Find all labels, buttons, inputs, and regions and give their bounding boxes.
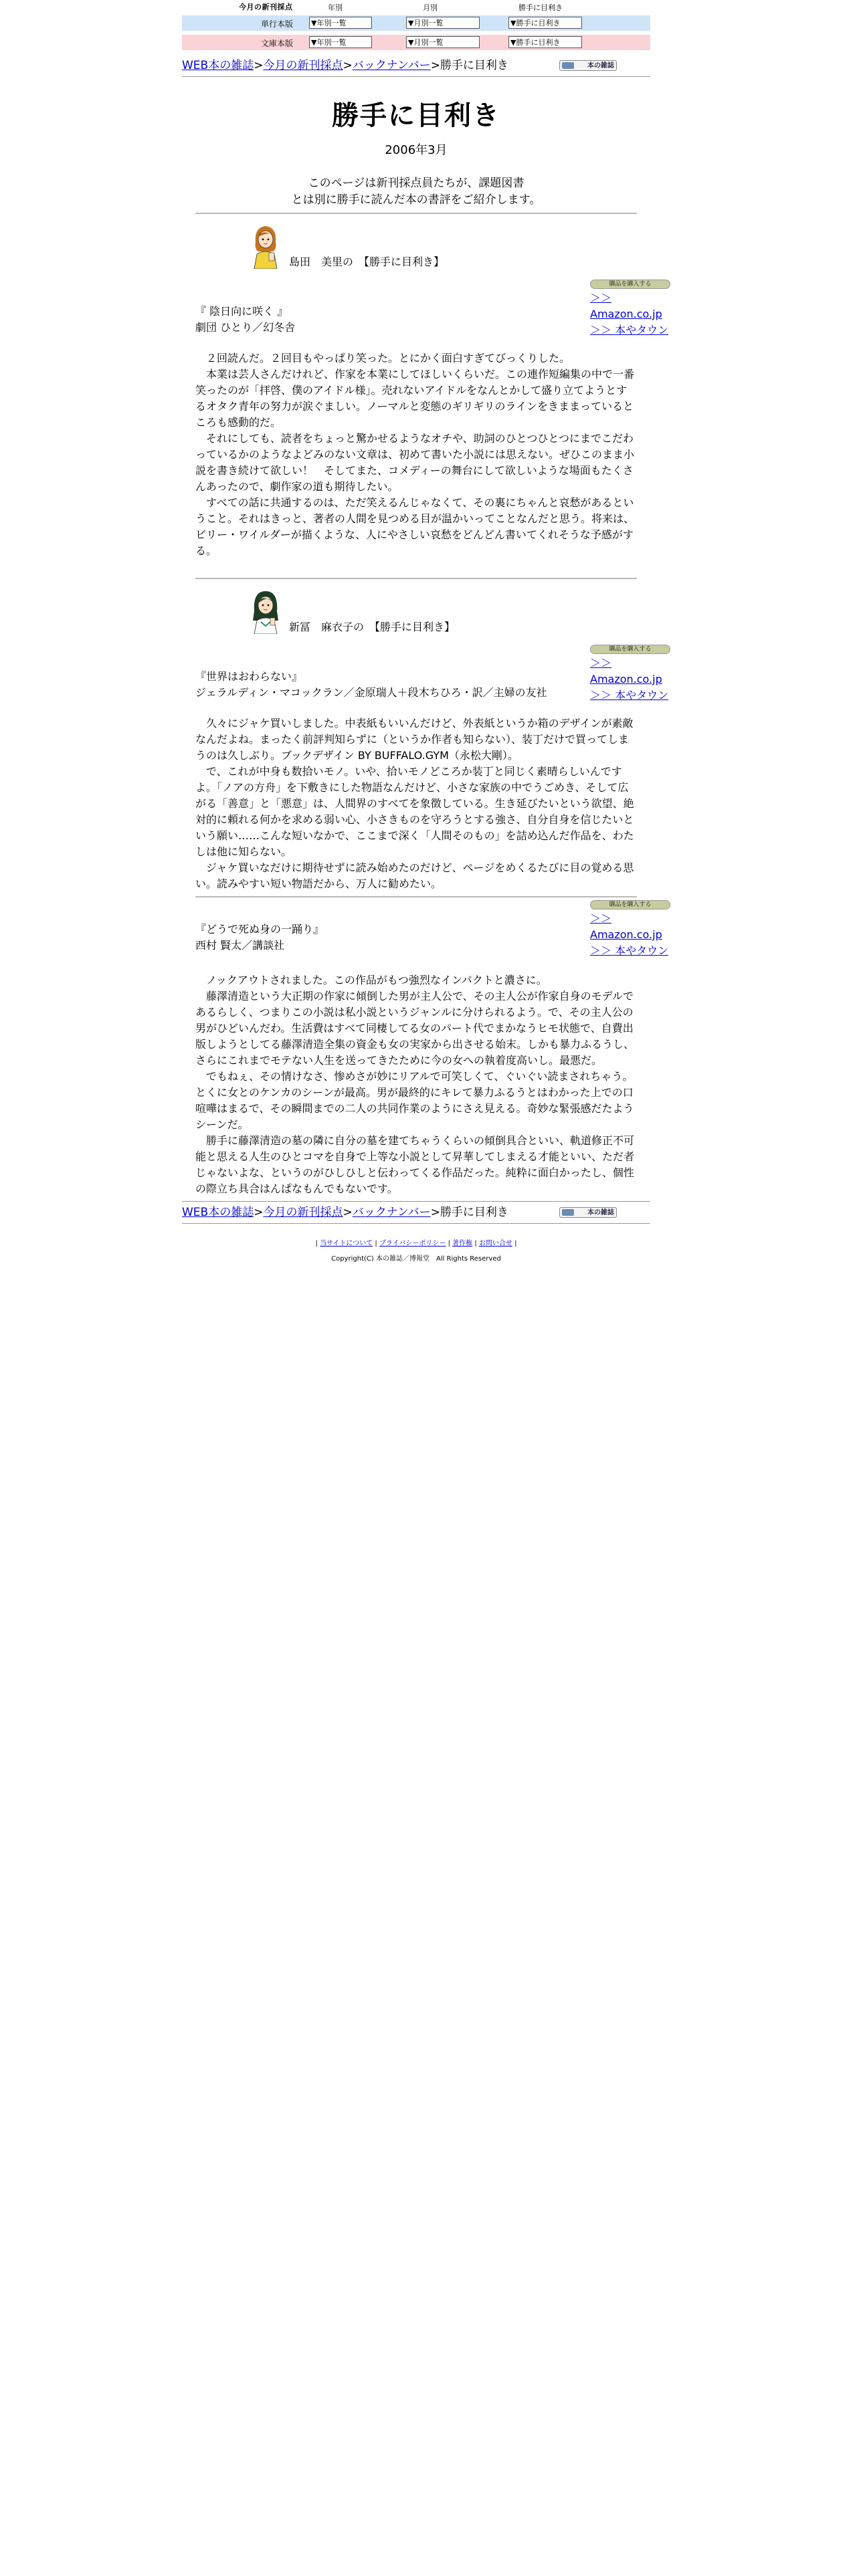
- review-paragraph: で、これが中身も数拾いモノ。いや、拾いモノどころか装丁と同じく素晴らしいんですよ。「ノアの方舟」を下敷きにした物語なんだけど、小さな家族の中でうごめき、そして広がる「善意」と「悪意」は、人間界のすべてを象徴している。生き延びたいという欲望、絶対的に頼れる何かを求める弱い心、小さきものを守ろうとする強さ、自分自身を信じたいという願い……こんな短いなかで、ここまで深く「人間そのもの」を詰め込んだ作品を、わたしは他に知らない。: [195, 765, 634, 858]
- amazon-link[interactable]: ＞＞ Amazon.co.jp: [590, 912, 662, 941]
- book-entry: [195, 276, 669, 350]
- buy-links: [590, 900, 670, 959]
- honya-town-link[interactable]: ＞＞ 本やタウン: [590, 944, 669, 957]
- reviewer-avatar-icon: [249, 587, 282, 634]
- breadcrumb-link-web[interactable]: WEB本の雑誌: [182, 59, 254, 72]
- book-author: 西村 賢太／講談社: [195, 939, 285, 952]
- reviewer-name: 新冨 麻衣子の 【勝手に目利き】: [289, 621, 456, 633]
- buy-button[interactable]: 購品を購入する: [590, 900, 670, 909]
- book-author: ジェラルディン・マコックラン／金原瑞人＋段木ちひろ・訳／主婦の友社: [195, 686, 547, 699]
- page-title: 勝手に目利き: [332, 100, 500, 131]
- book-author: 劇団 ひとり／幻冬舎: [195, 321, 296, 334]
- column-header-year: 年別: [328, 3, 343, 12]
- nav-row-label: 文庫本版: [261, 39, 294, 48]
- breadcrumb-separator: >: [254, 1206, 264, 1219]
- breadcrumb-separator: >: [430, 59, 440, 72]
- review-text: [195, 716, 637, 892]
- breadcrumb-current: 勝手に目利き: [440, 59, 508, 72]
- intro-line: とは別に勝手に読んだ本の書評をご紹介します。: [291, 193, 541, 207]
- badge-label: 本の雑誌: [587, 1209, 614, 1216]
- footer-link-copyright[interactable]: 著作権: [452, 1240, 473, 1247]
- month-select[interactable]: ▼月別一覧: [406, 36, 480, 48]
- footer-links: | 当サイトについて | プライバシーポリシー | 著作権 | お問い合せ |: [315, 1240, 517, 1247]
- year-select[interactable]: ▼年別一覧: [309, 36, 372, 48]
- nav-row-label: 単行本版: [261, 19, 294, 29]
- breadcrumb-current: 勝手に目利き: [440, 1206, 508, 1219]
- honya-town-link[interactable]: ＞＞ 本やタウン: [590, 689, 669, 702]
- review-paragraph: それにしても、読者をちょっと驚かせるようなオチや、助詞のひとつひとつにまでこだわっているかのようなよどみのない文章は、初めて書いた小説には思えない。ぜひこのまま小説を書き続けて欲しい！ そしてまた、コメディーの舞台にして欲しいような場面もたくさんあったので、劇作家の道も期待したい。: [195, 432, 635, 493]
- breadcrumb-separator: >: [343, 59, 353, 72]
- book-title: 『世界はおわらない』: [195, 670, 303, 683]
- month-select[interactable]: ▼月別一覧: [406, 17, 480, 29]
- mekiki-select[interactable]: ▼勝手に目利き: [508, 17, 582, 29]
- breadcrumb-link-shinkan[interactable]: 今月の新刊採点: [263, 1206, 343, 1219]
- breadcrumb-separator: >: [430, 1206, 440, 1219]
- review-paragraph: でもねぇ、その情けなさ、惨めさが妙にリアルで可笑しくて、ぐいぐい読まされちゃう。とくに女とのケンカのシーンが最高。男が最終的にキレて暴力ふるうとはわかった上での口喧嘩はまるで、その瞬間までの二人の共同作業のようにさえ見える。奇妙な緊張感だたようシーンだ。: [195, 1070, 634, 1131]
- book-info: [195, 922, 324, 954]
- amazon-link[interactable]: ＞＞ Amazon.co.jp: [590, 657, 662, 685]
- review-paragraph: 本業は芸人さんだけれど、作家を本業にしてほしいくらいだ。この連作短編集の中で一番笑ったのが「拝啓、僕のアイドル様」。売れないアイドルをなんとかして盛り立てようとするオタク青年の努力が涙ぐましい。ノーマルと変態のギリギリのラインをきままっているところも感動的だ。: [195, 368, 635, 429]
- breadcrumb: [182, 58, 650, 74]
- book-entry: [195, 897, 669, 972]
- year-select[interactable]: ▼年別一覧: [309, 17, 372, 29]
- badge-logo-icon: [562, 1209, 574, 1216]
- breadcrumb-separator: >: [254, 59, 264, 72]
- nav-row-bunkobon: [182, 35, 650, 50]
- hon-no-zasshi-badge[interactable]: [559, 1207, 617, 1218]
- honya-town-link[interactable]: ＞＞ 本やタウン: [590, 324, 669, 336]
- reviewer-name: 島田 美里の 【勝手に目利き】: [289, 255, 445, 268]
- footer-link-privacy[interactable]: プライバシーポリシー: [379, 1240, 446, 1247]
- footer-breadcrumb: [182, 1204, 650, 1220]
- review-paragraph: ２回読んだ。２回目もやっぱり笑った。とにかく面白すぎてびっくりした。: [206, 352, 571, 364]
- mekiki-select[interactable]: ▼勝手に目利き: [508, 36, 582, 48]
- header-divider: [182, 76, 650, 77]
- book-info: [195, 669, 547, 701]
- breadcrumb-link-backnumber[interactable]: バックナンバー: [352, 59, 431, 72]
- site-logo[interactable]: 今月の新刊採点: [239, 3, 293, 11]
- column-header-month: 月別: [423, 3, 438, 12]
- nav-row-tankoubon: [182, 15, 650, 31]
- breadcrumb-link-shinkan[interactable]: 今月の新刊採点: [263, 59, 343, 72]
- badge-logo-icon: [562, 62, 574, 69]
- breadcrumb-link-backnumber[interactable]: バックナンバー: [352, 1206, 431, 1219]
- footer-divider: [182, 1201, 650, 1202]
- review-paragraph: 藤澤清造という大正期の作家に傾倒した男が主人公で、その主人公が作家自身のモデルであるらしく、つまりこの小説は私小説というジャンルに分けられるよう。で、その主人公の男がひどいんだわ。生活費はすべて同棲してる女のパート代でまかなうヒモ状態で、自費出版しようとしてる藤澤清造全集の資金も女の実家から出させる始末。しかも暴力ふるうし、さらにこれまでモテない人生を送ってきたために今の女への執着度高いし。最悪だ。: [195, 990, 635, 1067]
- buy-links: [590, 280, 670, 338]
- breadcrumb-link-web[interactable]: WEB本の雑誌: [182, 1206, 254, 1219]
- buy-links: [590, 645, 670, 704]
- review-paragraph: すべての話に共通するのは、ただ笑えるんじゃなくて、その裏にちゃんと哀愁があるということ。それはきっと、著者の人間を見つめる目が温かいってことなんだと思う。将来は、ビリー・ワイルダーが描くような、人にやさしい哀愁をどんどん書いてくれそうな予感がする。: [195, 496, 635, 557]
- top-navigation: [182, 0, 650, 67]
- reviewer-header: [195, 214, 650, 276]
- buy-button[interactable]: 購品を購入する: [590, 280, 670, 289]
- review-paragraph: 勝手に藤澤清造の墓の隣に自分の墓を建てちゃうくらいの傾倒具合といい、軌道修正不可能と思える人生のひとコマを自身で上等な小説として昇華してしまえる才能といい、ただ者じゃないよな、というのがひしひしと伝わってくる作品だった。純粋に面白かったし、個性の際立ち具合はんぱなもんでもないです。: [195, 1134, 635, 1195]
- footer-link-contact[interactable]: お問い合せ: [478, 1240, 512, 1247]
- amazon-link[interactable]: ＞＞ Amazon.co.jp: [590, 292, 662, 320]
- book-title: 『 陰日向に咲く 』: [195, 305, 288, 318]
- review-paragraph: 久々にジャケ買いしました。中表紙もいいんだけど、外表紙というか箱のデザインが素敵なんだよね。まったく前評判知らずに（というか作者も知らない）、装丁だけで買ってしまうのは久しぶり。ブックデザイン BY BUFFALO.GYM（永松大剛）。: [195, 717, 634, 762]
- issue-date: 2006年3月: [385, 143, 448, 157]
- buy-button[interactable]: 購品を購入する: [590, 645, 670, 654]
- hon-no-zasshi-badge[interactable]: [559, 60, 617, 71]
- review-paragraph: ノックアウトされました。この作品がもつ強烈なインパクトと濃さに。: [206, 974, 547, 986]
- breadcrumb-separator: >: [343, 1206, 353, 1219]
- badge-label: 本の雑誌: [587, 62, 614, 70]
- footer-divider: [182, 1223, 650, 1224]
- column-header-mekiki: 勝手に目利き: [518, 3, 563, 12]
- intro-text: [182, 175, 650, 209]
- footer-link-about[interactable]: 当サイトについて: [320, 1240, 373, 1247]
- review-text: [195, 972, 637, 1197]
- intro-line: このページは新刊採点員たちが、課題図書: [308, 177, 524, 190]
- reviewer-avatar-icon: [249, 222, 282, 269]
- book-title: 『どうで死ぬ身の一踊り』: [195, 923, 324, 936]
- review-text: [195, 350, 637, 559]
- book-entry: [195, 641, 669, 716]
- copyright-notice: Copyright(C) 本の雑誌／博報堂 All Rights Reserved: [331, 1255, 501, 1263]
- reviewer-header: [195, 579, 650, 641]
- page-wrapper: [182, 0, 669, 1263]
- book-info: [195, 304, 295, 336]
- review-paragraph: ジャケ買いなだけに期待せずに読み始めたのだけど、ページをめくるたびに目の覚める思い。読みやすい短い物語だから、万人に勧めたい。: [195, 861, 634, 890]
